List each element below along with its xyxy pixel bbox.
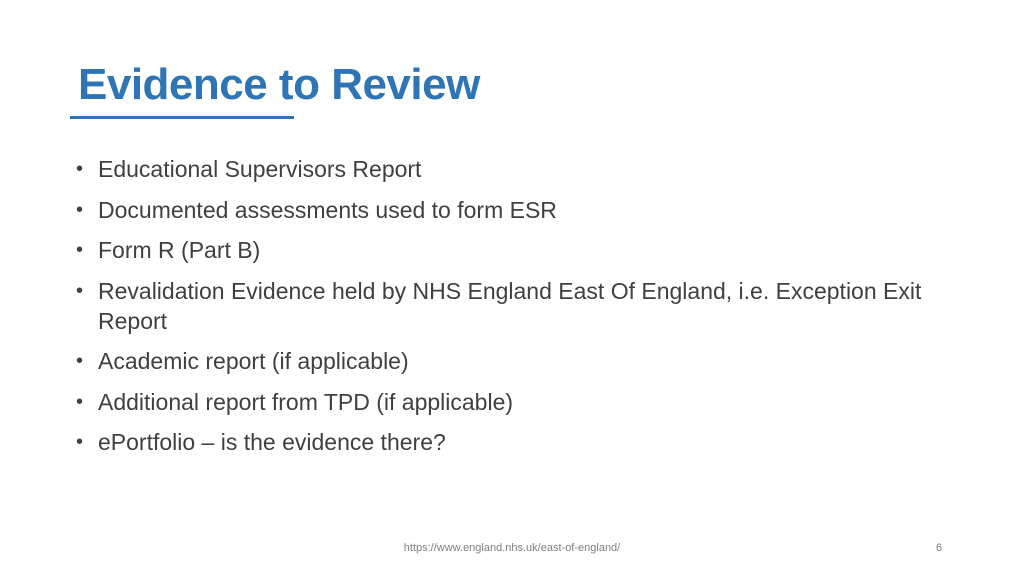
bullet-text: ePortfolio – is the evidence there? [98,429,446,455]
list-item [76,346,946,376]
bullet-icon: • [76,350,84,372]
page-number: 6 [936,542,943,554]
list-item [76,427,946,457]
bullet-icon: • [76,239,84,261]
bullet-text: Academic report (if applicable) [98,348,409,374]
list-item [76,387,946,417]
list-item [76,235,946,265]
bullet-icon: • [76,158,84,180]
bullet-text: Revalidation Evidence held by NHS England East Of England, i.e. Exception Exit Report [98,277,922,334]
list-item [76,195,946,225]
bullet-text: Additional report from TPD (if applicable) [98,388,514,415]
bullet-icon: • [76,198,84,221]
footer-url: https://www.england.nhs.uk/east-of-england/ [403,542,621,554]
bullet-icon: • [76,431,84,453]
bullet-list [76,154,946,468]
list-item [76,276,946,336]
slide-title: Evidence to Review [78,60,480,109]
title-underline [70,116,294,119]
bullet-text: Form R (Part B) [98,237,261,263]
bullet-text: Documented assessments used to form ESR [98,196,557,223]
bullet-icon: • [76,279,84,302]
list-item [76,154,946,184]
bullet-text: Educational Supervisors Report [98,156,422,182]
bullet-icon: • [76,390,84,413]
